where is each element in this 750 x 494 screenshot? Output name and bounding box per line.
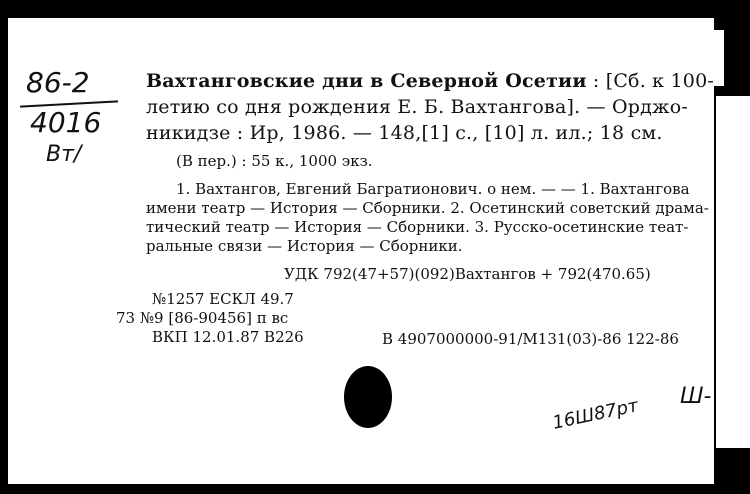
record-line2: летию со дня рождения Е. Б. Вахтангова]. — Орджо- bbox=[146, 96, 688, 118]
index-code: В 4907000000-91/М131(03)-86 122-86 bbox=[382, 330, 679, 348]
shelfmark-line1: 86-2 bbox=[26, 66, 90, 99]
record-title-line bbox=[146, 70, 714, 92]
record-title: Вахтанговские дни в Северной Осетии bbox=[146, 70, 587, 92]
shelfmark-mark: Вт/ bbox=[46, 142, 82, 167]
record-line3: никидзе : Ир, 1986. — 148,[1] с., [10] л. ил.; 18 см. bbox=[146, 122, 663, 144]
card-edge-fragment bbox=[714, 30, 724, 86]
record-line4: (В пер.) : 55 к., 1000 экз. bbox=[176, 152, 373, 170]
esk-code: №1257 ЕСКЛ 49.7 bbox=[152, 290, 294, 308]
shelfmark-line2: 4016 bbox=[30, 106, 102, 139]
record-title-rest: : [Сб. к 100- bbox=[586, 70, 714, 92]
handwritten-bottom: 16Ш87рт bbox=[550, 395, 641, 434]
subjects-line1: 1. Вахтангов, Евгений Багратионович. о нем. — — 1. Вахтангова bbox=[176, 180, 690, 198]
card-edge-fragment bbox=[716, 96, 750, 448]
vkp-code: ВКП 12.01.87 В226 bbox=[152, 328, 304, 346]
registration-number: 73 №9 [86-90456] п вс bbox=[116, 309, 289, 327]
subjects-line4: ральные связи — История — Сборники. bbox=[146, 237, 463, 255]
subjects-line3: тический театр — История — Сборники. 3. Русско-осетинские теат- bbox=[146, 218, 689, 236]
subjects-line2: имени театр — История — Сборники. 2. Осетинский советский драма- bbox=[146, 199, 709, 217]
punch-hole bbox=[344, 366, 392, 428]
handwritten-right: Ш- bbox=[680, 384, 712, 409]
udk-code: УДК 792(47+57)(092)Вахтангов + 792(470.65) bbox=[284, 265, 651, 283]
